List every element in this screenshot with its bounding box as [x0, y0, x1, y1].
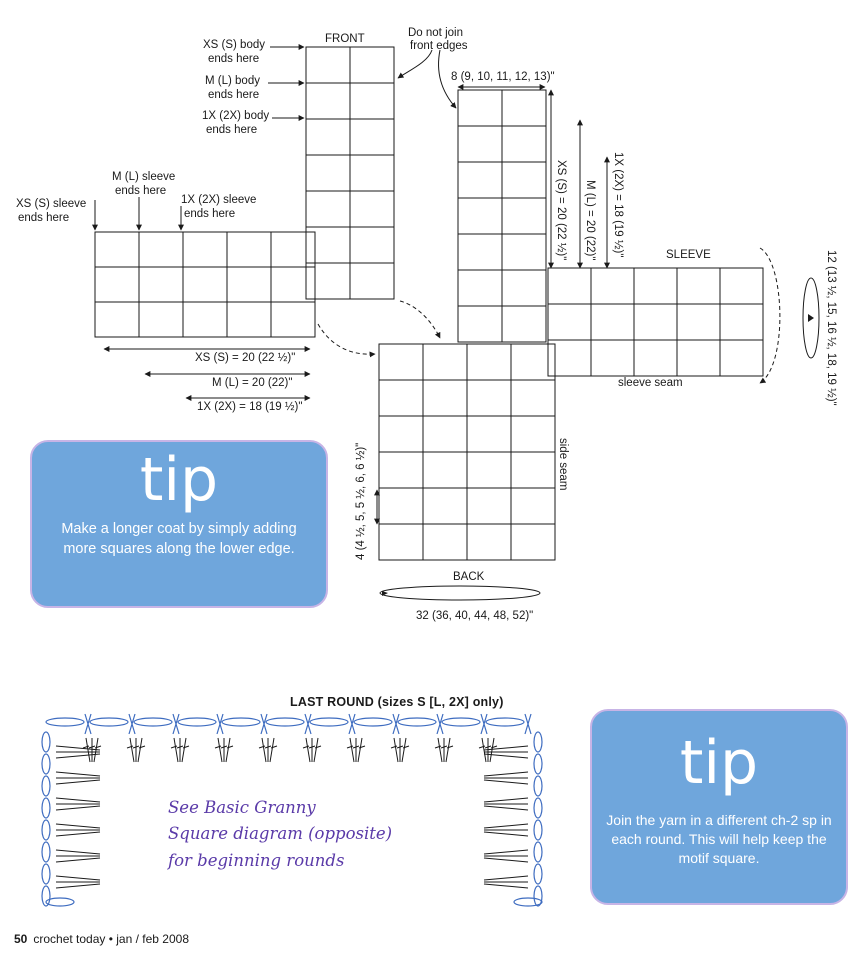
grid-square — [423, 488, 467, 524]
chain-loop — [398, 718, 436, 726]
grid-square — [502, 198, 546, 234]
chain-loop — [514, 898, 542, 906]
right-front-grid — [458, 90, 546, 342]
chain-loop — [310, 718, 348, 726]
m-sleeve-label: M (L) sleeve ends here — [112, 171, 176, 197]
grid-square — [677, 304, 720, 340]
side-seam-label: side seam — [557, 438, 569, 491]
grid-square — [458, 234, 502, 270]
grid-square — [458, 306, 502, 342]
back-width-ellipse — [380, 586, 540, 600]
grid-square — [502, 162, 546, 198]
grid-square — [548, 304, 591, 340]
grid-square — [591, 340, 634, 376]
grid-square — [350, 119, 394, 155]
grid-square — [458, 90, 502, 126]
grid-square — [720, 304, 763, 340]
dc-stitch-bar — [183, 746, 189, 748]
dc-stitch — [490, 738, 494, 762]
dc-stitch — [182, 738, 186, 762]
grid-square — [720, 268, 763, 304]
tip-box-join-yarn — [590, 709, 848, 905]
chain-loop — [90, 718, 128, 726]
dc-stitch-bar — [271, 746, 277, 748]
grid-square — [511, 380, 555, 416]
left-sleeve-grid — [95, 232, 315, 337]
tip-title: tip — [139, 445, 219, 515]
dc-stitch — [56, 858, 100, 862]
chain-loop — [534, 820, 542, 840]
dc-stitch — [484, 876, 528, 880]
xs-sleeve-label: XS (S) sleeve ends here — [16, 198, 87, 224]
grid-square — [227, 267, 271, 302]
sleeve-x1-label: 1X (2X) = 18 (19 ½)" — [612, 152, 624, 258]
grid-square — [591, 268, 634, 304]
dc-stitch — [350, 738, 354, 762]
xs-length-label: XS (S) = 20 (22 ½)" — [195, 352, 296, 364]
dc-stitch-bar — [315, 746, 321, 748]
grid-square — [306, 119, 350, 155]
grid-square — [423, 524, 467, 560]
last-round-heading: LAST ROUND (sizes S [L, 2X] only) — [290, 695, 504, 709]
grid-square — [379, 452, 423, 488]
grid-square — [183, 302, 227, 337]
grid-square — [634, 304, 677, 340]
m-body-label: M (L) body ends here — [205, 75, 260, 101]
grid-square — [511, 452, 555, 488]
grid-square — [95, 302, 139, 337]
dc-stitch — [56, 780, 100, 784]
dc-stitch — [402, 738, 406, 762]
dc-stitch — [484, 850, 528, 854]
dc-stitch — [484, 798, 528, 802]
grid-square — [458, 126, 502, 162]
dc-stitch-bar — [447, 746, 453, 748]
grid-square — [350, 83, 394, 119]
chain-loop — [534, 732, 542, 752]
x1-length-label: 1X (2X) = 18 (19 ½)" — [197, 401, 303, 413]
grid-square — [95, 267, 139, 302]
grid-square — [350, 47, 394, 83]
dc-stitch — [56, 754, 100, 758]
chain-loop — [134, 718, 172, 726]
grid-square — [183, 267, 227, 302]
grid-square — [350, 155, 394, 191]
do-not-join-label: Do not join front edges — [408, 27, 468, 52]
xs-body-label: XS (S) body ends here — [203, 39, 265, 65]
grid-square — [502, 90, 546, 126]
grid-square — [306, 155, 350, 191]
dc-stitch — [314, 738, 318, 762]
back-panel-grid — [379, 344, 555, 560]
grid-square — [379, 416, 423, 452]
chain-loop — [534, 864, 542, 884]
grid-square — [227, 232, 271, 267]
sleeve-circ-label: 12 (13 ½, 15, 16 ½, 18, 19 ½)" — [825, 250, 837, 406]
grid-square — [379, 524, 423, 560]
dc-stitch — [484, 832, 528, 836]
chain-loop — [354, 718, 392, 726]
chain-loop — [534, 754, 542, 774]
grid-square — [350, 191, 394, 227]
chain-loop — [42, 798, 50, 818]
right-sleeve-grid — [548, 268, 763, 376]
dc-stitch — [56, 824, 100, 828]
chain-loop — [442, 718, 480, 726]
chain-loop — [42, 864, 50, 884]
dc-stitch — [484, 806, 528, 810]
sleeve-xs-label: XS (S) = 20 (22 ½)" — [555, 160, 567, 261]
page-footer — [14, 932, 189, 946]
do-not-join-arrow-left — [398, 50, 432, 78]
dc-stitch-bar — [95, 746, 101, 748]
dc-stitch — [56, 876, 100, 880]
grid-square — [720, 340, 763, 376]
dc-stitch — [270, 738, 274, 762]
grid-square — [548, 268, 591, 304]
grid-square — [467, 416, 511, 452]
x1-sleeve-label: 1X (2X) sleeve ends here — [181, 194, 257, 220]
grid-square — [139, 302, 183, 337]
dc-stitch — [218, 738, 222, 762]
grid-square — [458, 198, 502, 234]
grid-square — [502, 306, 546, 342]
dc-stitch — [56, 832, 100, 836]
grid-square — [379, 488, 423, 524]
grid-square — [350, 227, 394, 263]
grid-square — [95, 232, 139, 267]
dc-stitch — [226, 738, 230, 762]
chain-loop — [178, 718, 216, 726]
grid-square — [423, 344, 467, 380]
grid-square — [139, 232, 183, 267]
grid-square — [634, 340, 677, 376]
grid-square — [423, 416, 467, 452]
grid-square — [350, 263, 394, 299]
granny-note-line-2: Square diagram (opposite) — [168, 824, 393, 844]
grid-square — [467, 488, 511, 524]
grid-square — [183, 232, 227, 267]
grid-square — [548, 340, 591, 376]
chain-loop — [222, 718, 260, 726]
chain-loop — [46, 898, 74, 906]
grid-square — [227, 302, 271, 337]
fold-arrow-1 — [318, 324, 375, 354]
dc-stitch — [438, 738, 442, 762]
x1-body-label: 1X (2X) body ends here — [202, 110, 270, 136]
m-length-label: M (L) = 20 (22)" — [212, 377, 293, 389]
dc-stitch — [484, 824, 528, 828]
dc-stitch — [358, 738, 362, 762]
chain-loop — [42, 842, 50, 862]
sleeve-label: SLEEVE — [666, 249, 711, 261]
grid-square — [511, 416, 555, 452]
chain-loop — [42, 754, 50, 774]
grid-square — [591, 304, 634, 340]
tip-box-longer-coat — [30, 440, 328, 608]
chain-loop — [42, 732, 50, 752]
chain-loop — [534, 798, 542, 818]
grid-square — [423, 380, 467, 416]
grid-square — [511, 524, 555, 560]
granny-note — [168, 795, 458, 874]
dc-stitch — [484, 884, 528, 888]
dc-stitch-bar — [139, 746, 145, 748]
square-size-label: 4 (4 ½, 5, 5 ½, 6, 6 ½)" — [355, 442, 367, 560]
chain-loop — [534, 842, 542, 862]
tip-text: Make a longer coat by simply adding more squares along the lower edge. — [61, 521, 297, 557]
dc-stitch-bar — [491, 746, 497, 748]
grid-square — [634, 268, 677, 304]
dc-stitch — [138, 738, 142, 762]
grid-square — [677, 268, 720, 304]
footer-text: crochet today • jan / feb 2008 — [33, 932, 189, 946]
back-label: BACK — [453, 571, 485, 583]
chain-loop — [46, 718, 84, 726]
tip-title: tip — [679, 728, 759, 798]
front-width-label: 8 (9, 10, 11, 12, 13)" — [451, 71, 555, 83]
chain-loop — [42, 820, 50, 840]
grid-square — [458, 270, 502, 306]
grid-square — [423, 452, 467, 488]
grid-square — [502, 270, 546, 306]
dc-stitch — [174, 738, 178, 762]
dc-stitch — [56, 806, 100, 810]
dc-stitch — [56, 798, 100, 802]
grid-square — [306, 263, 350, 299]
tip-text: Join the yarn in a different ch-2 sp in each round. This will help keep the motif square. — [606, 812, 832, 866]
chain-loop — [486, 718, 524, 726]
sleeve-seam-label: sleeve seam — [618, 377, 683, 389]
dc-stitch — [484, 858, 528, 862]
dc-stitch-bar — [359, 746, 365, 748]
dc-stitch — [262, 738, 266, 762]
grid-square — [677, 340, 720, 376]
grid-square — [458, 162, 502, 198]
grid-square — [271, 232, 315, 267]
grid-square — [271, 267, 315, 302]
grid-square — [511, 488, 555, 524]
dc-stitch — [56, 850, 100, 854]
dc-stitch — [484, 772, 528, 776]
dc-stitch — [394, 738, 398, 762]
dc-stitch — [306, 738, 310, 762]
grid-square — [502, 126, 546, 162]
front-panel-grid — [306, 47, 394, 299]
granny-note-line-3: for beginning rounds — [168, 850, 345, 870]
grid-square — [467, 452, 511, 488]
grid-square — [306, 83, 350, 119]
grid-square — [379, 344, 423, 380]
grid-square — [306, 47, 350, 83]
grid-square — [271, 302, 315, 337]
grid-square — [467, 344, 511, 380]
dc-stitch — [86, 738, 90, 762]
grid-square — [379, 380, 423, 416]
page-number: 50 — [14, 932, 28, 946]
dc-stitch — [56, 884, 100, 888]
chain-loop — [266, 718, 304, 726]
dc-stitch — [446, 738, 450, 762]
front-label: FRONT — [325, 33, 365, 45]
dc-stitch-bar — [227, 746, 233, 748]
grid-square — [467, 524, 511, 560]
chain-loop — [42, 776, 50, 796]
dc-stitch — [56, 772, 100, 776]
sleeve-circ-arrowhead — [808, 314, 814, 322]
grid-square — [467, 380, 511, 416]
back-width-label: 32 (36, 40, 44, 48, 52)" — [416, 610, 534, 622]
granny-note-line-1: See Basic Granny — [168, 798, 316, 817]
fold-arrow-2 — [400, 301, 440, 338]
dc-stitch — [484, 780, 528, 784]
grid-square — [139, 267, 183, 302]
grid-square — [502, 234, 546, 270]
grid-square — [306, 191, 350, 227]
sleeve-m-label: M (L) = 20 (22)" — [584, 180, 596, 261]
dc-stitch — [130, 738, 134, 762]
dc-stitch-bar — [403, 746, 409, 748]
chain-loop — [534, 776, 542, 796]
